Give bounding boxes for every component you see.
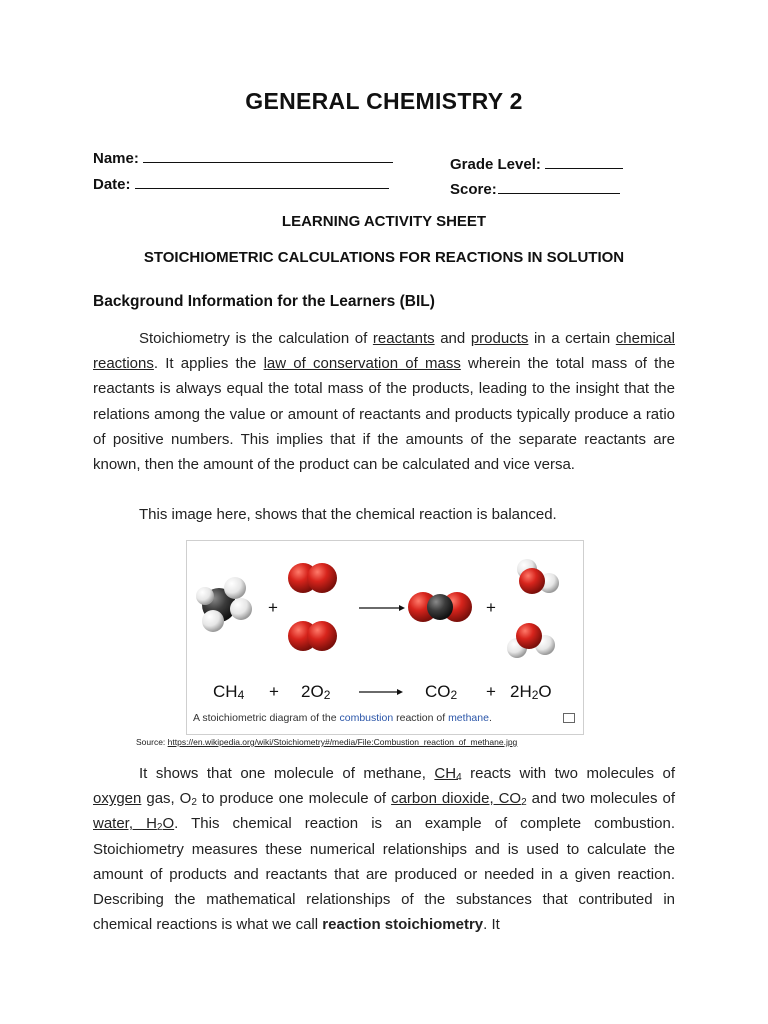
svg-text:2H2O: 2H2O (510, 682, 552, 702)
sheet-heading: LEARNING ACTIVITY SHEET (281, 213, 487, 230)
oxygen-molecule-icon (288, 621, 337, 651)
name-field (93, 148, 393, 167)
water-molecule-icon (507, 623, 555, 658)
score-label: Score: (450, 181, 497, 198)
reaction-arrow-icon (359, 605, 405, 611)
paragraph-explanation: It shows that one molecule of methane, $CH_4$ reacts with two molecules of oxygen gas, $O_2$ to produce one molecule of carbon dioxide, $CO_2$ and two molecules of water, $H_2O$. This chemical reaction is an example of complete combustion. Stoichiometry measures these numerical relationships and is used to calculate the amount of products and reactants that are produced or needed in a given reaction. Describing the mathematical relationships of the substances that contributed in chemical reactions is what we call reaction stoichiometry. It (93, 765, 675, 934)
link-products[interactable]: products (470, 330, 529, 347)
score-field (450, 179, 620, 198)
caption-link-combustion[interactable]: combustion (339, 712, 394, 724)
section-heading: Background Information for the Learners (BIL) (93, 293, 435, 310)
link-reactants[interactable]: reactants (372, 330, 435, 347)
paragraph-image-intro: This image here, shows that the chemical reaction is balanced. (139, 506, 557, 523)
link-water[interactable]: water, $H_2O$ (93, 815, 175, 834)
oxygen-molecule-icon (288, 563, 337, 593)
date-blank (135, 174, 389, 189)
link-reactions[interactable]: reactions (93, 355, 154, 373)
svg-text:CH4: CH4 (213, 682, 245, 702)
name-label: Name: (93, 150, 139, 167)
link-carbon-dioxide[interactable]: carbon dioxide, $CO_2$ (391, 790, 527, 809)
water-molecule-icon (517, 559, 559, 594)
caption-link-methane[interactable]: methane (448, 712, 489, 724)
carbon-dioxide-molecule-icon (408, 592, 472, 622)
source-link[interactable]: https://en.wikipedia.org/wiki/Stoichiometry#/media/File:Combustion_reaction_of_methane.jpg (167, 737, 518, 747)
reaction-diagram (191, 545, 577, 711)
figure-caption: A stoichiometric diagram of the combustion reaction of methane. (193, 712, 492, 724)
bold-term-reaction-stoichiometry: reaction stoichiometry (322, 916, 484, 934)
grade-level-blank (545, 154, 623, 169)
score-blank (498, 179, 620, 194)
link-ch4[interactable]: $CH_4$ (434, 765, 462, 783)
plus-sign-1: + (268, 598, 278, 617)
name-blank (143, 148, 393, 163)
svg-text:2O2: 2O2 (301, 682, 331, 702)
date-label: Date: (93, 176, 131, 193)
molecule-diagram (191, 545, 577, 711)
chemical-equation (213, 682, 552, 702)
link-conservation-of-mass[interactable]: law of conservation of mass (263, 355, 461, 373)
svg-text:+: + (486, 682, 496, 701)
date-field (93, 174, 389, 193)
plus-sign-2: + (486, 598, 496, 617)
topic-heading: STOICHIOMETRIC CALCULATIONS FOR REACTIONS IN SOLUTION (143, 249, 625, 266)
svg-text:CO2: CO2 (425, 682, 458, 702)
svg-text:+: + (269, 682, 279, 701)
grade-level-label: Grade Level: (450, 156, 541, 173)
page-title: GENERAL CHEMISTRY 2 (245, 88, 523, 114)
link-chemical[interactable]: chemical (615, 330, 675, 347)
methane-molecule-icon (196, 577, 252, 632)
enlarge-icon[interactable] (563, 713, 575, 723)
reaction-figure (186, 540, 584, 735)
paragraph-intro: Stoichiometry is the calculation of reactants and products in a certain chemical reactions. It applies the law of conservation of mass wherein the total mass of the reactants is always equal the total mass of the products, leading to the insight that the relations among the value or amount of reactants and products typically produce a ratio of positive numbers. This implies that if the amounts of the separate reactants are known, then the amount of the product can be calculated and vice versa. (93, 330, 676, 474)
image-source: Source: https://en.wikipedia.org/wiki/Stoichiometry#/media/File:Combustion_reaction_of_methane.jpg (136, 737, 518, 747)
link-oxygen[interactable]: oxygen (93, 790, 142, 808)
grade-level-field (450, 154, 623, 173)
